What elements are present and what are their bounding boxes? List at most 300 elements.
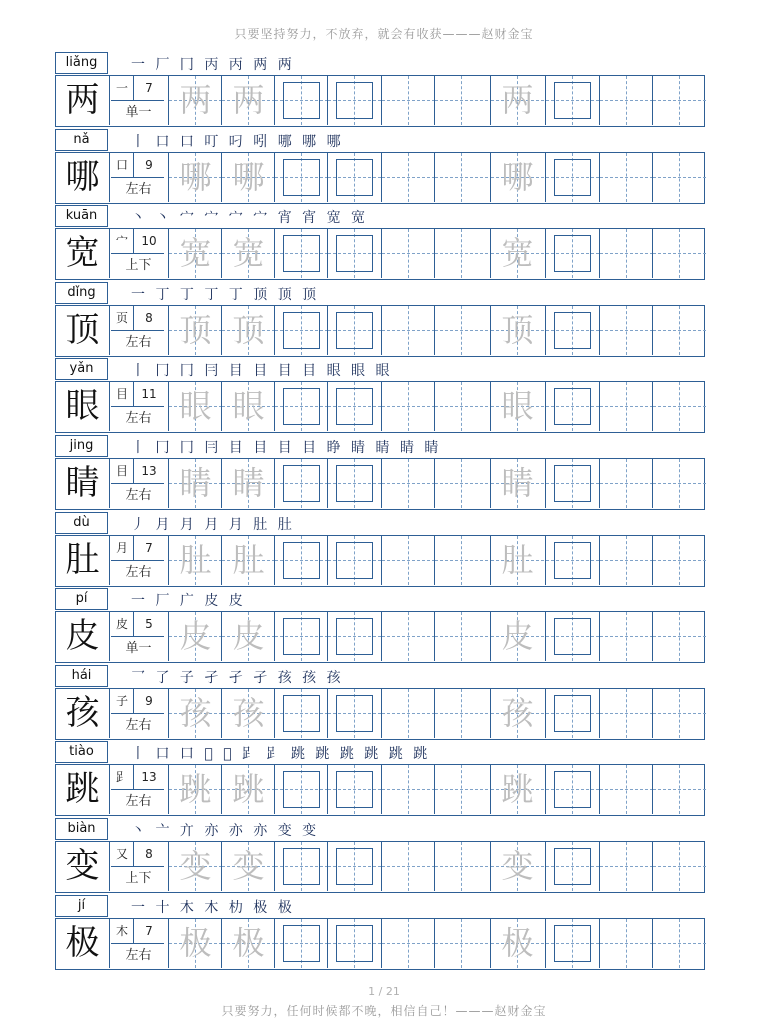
practice-cell[interactable] (274, 689, 328, 738)
practice-cell[interactable] (545, 689, 599, 738)
radical: 木 (111, 919, 134, 944)
practice-cell[interactable] (274, 153, 328, 202)
stroke-count: 9 (134, 153, 164, 178)
practice-cell[interactable] (599, 842, 653, 891)
practice-cell[interactable] (327, 842, 381, 891)
writing-box (283, 695, 320, 732)
stroke-count: 9 (134, 689, 164, 714)
pinyin-label: yǎn (55, 358, 108, 380)
practice-cell[interactable] (381, 229, 435, 278)
pinyin-label: biàn (55, 818, 108, 840)
practice-cell[interactable] (652, 536, 706, 585)
practice-cell[interactable] (434, 306, 488, 355)
practice-cell[interactable] (490, 76, 544, 125)
pinyin-label: jing (55, 435, 108, 457)
practice-cell[interactable] (545, 306, 599, 355)
stroke-order: 乛 了 子 孑 孑 孑 孩 孩 孩 (131, 669, 344, 686)
main-character: 肚 (56, 536, 110, 585)
radical: 目 (111, 459, 134, 484)
guide-line (408, 153, 409, 202)
stroke-order: 一 丁 丁 丁 丁 顶 顶 顶 (131, 286, 320, 303)
practice-cell[interactable] (490, 459, 544, 508)
practice-cell[interactable] (381, 842, 435, 891)
guide-line (408, 306, 409, 355)
practice-cell[interactable] (434, 842, 488, 891)
practice-cell[interactable] (434, 612, 488, 661)
practice-cell[interactable] (545, 919, 599, 968)
guide-line (626, 765, 627, 814)
trace-character: 眼 (179, 387, 212, 426)
practice-row (55, 588, 705, 665)
practice-cell[interactable] (652, 229, 706, 278)
stroke-order: 丿 月 月 月 月 肚 肚 (131, 516, 295, 533)
practice-cell[interactable] (652, 689, 706, 738)
practice-cell[interactable] (545, 153, 599, 202)
practice-row (55, 818, 705, 895)
practice-cell[interactable] (168, 842, 222, 891)
page-number: 1 / 21 (368, 985, 400, 998)
practice-row (55, 741, 705, 818)
practice-row (55, 895, 705, 972)
writing-box (336, 82, 373, 119)
radical: 页 (111, 306, 134, 331)
practice-cell[interactable] (327, 689, 381, 738)
practice-cell[interactable] (274, 382, 328, 431)
practice-cell[interactable] (434, 689, 488, 738)
practice-cell[interactable] (221, 536, 275, 585)
practice-cell[interactable] (274, 229, 328, 278)
guide-line (679, 229, 680, 278)
practice-cell[interactable] (652, 382, 706, 431)
guide-line (626, 919, 627, 968)
writing-box (336, 388, 373, 425)
guide-line (626, 459, 627, 508)
practice-cell[interactable] (274, 919, 328, 968)
stroke-count: 8 (134, 842, 164, 867)
trace-character: 变 (501, 846, 534, 885)
structure-label: 左右 (125, 334, 152, 350)
writing-box (283, 312, 320, 349)
practice-cell[interactable] (490, 765, 544, 814)
writing-box (336, 235, 373, 272)
guide-line (679, 919, 680, 968)
writing-box (554, 771, 591, 808)
structure-label: 左右 (125, 564, 152, 580)
practice-cell[interactable] (327, 229, 381, 278)
pinyin-label: nǎ (55, 129, 108, 151)
character-grid (55, 764, 705, 816)
practice-cell[interactable] (434, 919, 488, 968)
practice-cell[interactable] (652, 612, 706, 661)
structure-label: 左右 (125, 794, 152, 810)
practice-row (55, 665, 705, 742)
writing-box (283, 465, 320, 502)
trace-character: 极 (501, 923, 534, 962)
writing-box (336, 465, 373, 502)
practice-cell[interactable] (221, 153, 275, 202)
guide-line (626, 842, 627, 891)
radical: 口 (111, 153, 134, 178)
practice-cell[interactable] (168, 612, 222, 661)
practice-cell[interactable] (599, 689, 653, 738)
guide-line (408, 689, 409, 738)
trace-character: 跳 (232, 770, 265, 809)
practice-cell[interactable] (221, 306, 275, 355)
practice-cell[interactable] (652, 765, 706, 814)
practice-cell[interactable] (381, 689, 435, 738)
trace-character: 跳 (501, 770, 534, 809)
practice-cell[interactable] (168, 76, 222, 125)
stroke-count: 11 (134, 382, 164, 407)
structure-label: 上下 (125, 258, 152, 274)
practice-cell[interactable] (490, 689, 544, 738)
practice-row (55, 358, 705, 435)
guide-line (461, 919, 462, 968)
character-grid (55, 228, 705, 280)
character-grid (55, 918, 705, 970)
practice-cell[interactable] (652, 306, 706, 355)
writing-box (336, 159, 373, 196)
radical: 𧾷 (111, 765, 134, 790)
character-grid (55, 611, 705, 663)
pinyin-label: dù (55, 512, 108, 534)
practice-row (55, 52, 705, 129)
practice-cell[interactable] (381, 919, 435, 968)
guide-line (679, 689, 680, 738)
practice-cell[interactable] (221, 689, 275, 738)
practice-cell[interactable] (490, 536, 544, 585)
character-grid (55, 152, 705, 204)
main-character: 哪 (56, 153, 110, 202)
guide-line (461, 765, 462, 814)
writing-box (554, 388, 591, 425)
practice-cell[interactable] (490, 612, 544, 661)
practice-cell[interactable] (168, 382, 222, 431)
guide-line (408, 536, 409, 585)
guide-line (461, 689, 462, 738)
guide-line (408, 842, 409, 891)
practice-cell[interactable] (490, 382, 544, 431)
practice-cell[interactable] (381, 612, 435, 661)
guide-line (679, 76, 680, 125)
stroke-order: 一 十 木 木 朸 极 极 (131, 899, 295, 916)
practice-cell[interactable] (434, 765, 488, 814)
practice-cell[interactable] (168, 919, 222, 968)
guide-line (679, 382, 680, 431)
practice-cell[interactable] (545, 229, 599, 278)
guide-line (461, 76, 462, 125)
character-grid (55, 688, 705, 740)
practice-cell[interactable] (490, 842, 544, 891)
practice-cell[interactable] (599, 536, 653, 585)
practice-cell[interactable] (327, 919, 381, 968)
practice-cell[interactable] (327, 306, 381, 355)
trace-character: 两 (232, 81, 265, 119)
practice-cell[interactable] (434, 229, 488, 278)
guide-line (461, 153, 462, 202)
practice-cell[interactable] (168, 689, 222, 738)
practice-row (55, 282, 705, 359)
guide-line (626, 536, 627, 585)
practice-cell[interactable] (490, 306, 544, 355)
trace-character: 两 (179, 81, 212, 119)
guide-line (626, 153, 627, 202)
guide-line (626, 76, 627, 125)
stroke-count: 5 (134, 612, 164, 637)
header-motto: 只要坚持努力，不放弃，就会有收获———赵财金宝 (234, 27, 534, 41)
trace-character: 顶 (232, 310, 265, 349)
trace-character: 哪 (232, 157, 265, 196)
guide-line (408, 612, 409, 661)
practice-cell[interactable] (381, 153, 435, 202)
practice-cell[interactable] (327, 153, 381, 202)
practice-cell[interactable] (327, 382, 381, 431)
stroke-count: 8 (134, 306, 164, 331)
practice-cell[interactable] (599, 76, 653, 125)
trace-character: 跳 (179, 770, 212, 809)
trace-character: 顶 (179, 310, 212, 349)
trace-character: 宽 (232, 234, 265, 273)
radical: 宀 (111, 229, 134, 254)
guide-line (679, 612, 680, 661)
guide-line (461, 842, 462, 891)
trace-character: 哪 (501, 157, 534, 196)
pinyin-label: tiào (55, 741, 108, 763)
practice-cell[interactable] (221, 919, 275, 968)
pinyin-label: liǎng (55, 52, 108, 74)
practice-row (55, 512, 705, 589)
guide-line (679, 842, 680, 891)
practice-cell[interactable] (652, 76, 706, 125)
writing-box (554, 159, 591, 196)
structure-label: 单一 (125, 641, 152, 657)
stroke-count: 10 (134, 229, 164, 254)
practice-cell[interactable] (168, 765, 222, 814)
pinyin-label: kuān (55, 205, 108, 227)
trace-character: 极 (179, 923, 212, 962)
trace-character: 宽 (501, 234, 534, 273)
practice-cell[interactable] (327, 536, 381, 585)
main-character: 跳 (56, 765, 110, 814)
trace-character: 睛 (501, 463, 534, 502)
writing-box (336, 771, 373, 808)
character-grid (55, 841, 705, 893)
guide-line (408, 382, 409, 431)
practice-cell[interactable] (599, 306, 653, 355)
trace-character: 宽 (179, 234, 212, 273)
character-grid (55, 305, 705, 357)
guide-line (679, 153, 680, 202)
practice-cell[interactable] (599, 612, 653, 661)
stroke-order: 丨 口 口 叮 叼 吲 哪 哪 哪 (131, 133, 344, 150)
guide-line (679, 459, 680, 508)
main-character: 变 (56, 842, 110, 891)
main-character: 宽 (56, 229, 110, 278)
practice-cell[interactable] (221, 612, 275, 661)
guide-line (408, 919, 409, 968)
practice-cell[interactable] (221, 765, 275, 814)
practice-cell[interactable] (434, 382, 488, 431)
footer-motto: 只要努力，任何时候都不晚，相信自己！———赵财金宝 (221, 1004, 547, 1018)
practice-cell[interactable] (327, 459, 381, 508)
trace-character: 皮 (501, 617, 534, 656)
practice-cell[interactable] (652, 459, 706, 508)
practice-cell[interactable] (599, 459, 653, 508)
stroke-count: 7 (134, 536, 164, 561)
practice-cell[interactable] (381, 536, 435, 585)
main-character: 睛 (56, 459, 110, 508)
practice-cell[interactable] (221, 76, 275, 125)
structure-label: 左右 (125, 487, 152, 503)
trace-character: 眼 (232, 387, 265, 426)
trace-character: 两 (501, 81, 534, 119)
practice-cell[interactable] (652, 919, 706, 968)
practice-cell[interactable] (274, 536, 328, 585)
practice-cell[interactable] (168, 229, 222, 278)
writing-box (554, 542, 591, 579)
writing-box (554, 465, 591, 502)
writing-box (336, 618, 373, 655)
practice-cell[interactable] (545, 382, 599, 431)
guide-line (408, 459, 409, 508)
practice-cell[interactable] (168, 306, 222, 355)
practice-cell[interactable] (274, 842, 328, 891)
pinyin-label: pí (55, 588, 108, 610)
practice-cell[interactable] (381, 306, 435, 355)
practice-cell[interactable] (545, 765, 599, 814)
practice-cell[interactable] (381, 382, 435, 431)
trace-character: 孩 (179, 693, 212, 732)
practice-cell[interactable] (434, 76, 488, 125)
practice-cell[interactable] (434, 536, 488, 585)
trace-character: 肚 (501, 540, 534, 579)
writing-box (554, 82, 591, 119)
trace-character: 变 (232, 846, 265, 885)
practice-cell[interactable] (545, 612, 599, 661)
pinyin-label: dǐng (55, 282, 108, 304)
guide-line (679, 536, 680, 585)
trace-character: 睛 (179, 463, 212, 502)
writing-box (554, 695, 591, 732)
guide-line (408, 76, 409, 125)
practice-cell[interactable] (168, 153, 222, 202)
guide-line (626, 689, 627, 738)
guide-line (626, 229, 627, 278)
radical: 又 (111, 842, 134, 867)
practice-row (55, 435, 705, 512)
radical: 皮 (111, 612, 134, 637)
practice-cell[interactable] (490, 229, 544, 278)
practice-cell[interactable] (381, 76, 435, 125)
practice-cell[interactable] (274, 76, 328, 125)
writing-box (283, 925, 320, 962)
practice-cell[interactable] (545, 842, 599, 891)
guide-line (626, 306, 627, 355)
practice-cell[interactable] (434, 153, 488, 202)
practice-cell[interactable] (221, 229, 275, 278)
guide-line (461, 382, 462, 431)
stroke-count: 13 (134, 459, 164, 484)
practice-cell[interactable] (274, 612, 328, 661)
character-grid (55, 535, 705, 587)
guide-line (626, 612, 627, 661)
trace-character: 肚 (179, 540, 212, 579)
practice-cell[interactable] (381, 459, 435, 508)
practice-cell[interactable] (168, 459, 222, 508)
practice-cell[interactable] (221, 842, 275, 891)
trace-character: 皮 (179, 617, 212, 656)
practice-cell[interactable] (599, 765, 653, 814)
trace-character: 孩 (501, 693, 534, 732)
main-character: 顶 (56, 306, 110, 355)
guide-line (408, 765, 409, 814)
writing-box (283, 771, 320, 808)
practice-cell[interactable] (434, 459, 488, 508)
main-character: 孩 (56, 689, 110, 738)
practice-cell[interactable] (490, 919, 544, 968)
stroke-order: 一 厂 冂 丙 丙 两 两 (131, 57, 295, 73)
practice-cell[interactable] (327, 612, 381, 661)
writing-box (283, 159, 320, 196)
stroke-order: 一 厂 广 皮 皮 (131, 593, 246, 610)
radical: 一 (111, 76, 134, 101)
writing-box (336, 312, 373, 349)
practice-cell[interactable] (327, 765, 381, 814)
practice-cell[interactable] (221, 459, 275, 508)
practice-cell[interactable] (599, 919, 653, 968)
practice-cell[interactable] (545, 459, 599, 508)
writing-box (283, 848, 320, 885)
practice-cell[interactable] (381, 765, 435, 814)
writing-box (283, 388, 320, 425)
radical: 子 (111, 689, 134, 714)
practice-cell[interactable] (545, 536, 599, 585)
guide-line (679, 306, 680, 355)
writing-box (554, 925, 591, 962)
structure-label: 左右 (125, 947, 152, 963)
practice-cell[interactable] (599, 153, 653, 202)
trace-character: 皮 (232, 617, 265, 656)
practice-cell[interactable] (490, 153, 544, 202)
character-grid (55, 381, 705, 433)
writing-box (336, 925, 373, 962)
practice-cell[interactable] (599, 229, 653, 278)
practice-cell[interactable] (652, 153, 706, 202)
writing-box (336, 848, 373, 885)
structure-label: 左右 (125, 411, 152, 427)
practice-cell[interactable] (274, 459, 328, 508)
structure-label: 单一 (125, 105, 152, 120)
trace-character: 顶 (501, 310, 534, 349)
structure-label: 左右 (125, 717, 152, 733)
practice-cell[interactable] (168, 536, 222, 585)
radical: 月 (111, 536, 134, 561)
practice-cell[interactable] (274, 306, 328, 355)
trace-character: 哪 (179, 157, 212, 196)
stroke-order: 丨 冂 冂 冃 目 目 目 目 睁 睛 睛 睛 睛 (131, 439, 442, 456)
practice-cell[interactable] (221, 382, 275, 431)
practice-cell[interactable] (545, 76, 599, 125)
practice-cell[interactable] (327, 76, 381, 125)
practice-cell[interactable] (599, 382, 653, 431)
stroke-order: 丶 亠 亣 亦 亦 亦 变 变 (131, 822, 320, 839)
writing-box (283, 82, 320, 119)
writing-box (554, 312, 591, 349)
practice-cell[interactable] (274, 765, 328, 814)
practice-cell[interactable] (652, 842, 706, 891)
practice-row (55, 205, 705, 282)
trace-character: 孩 (232, 693, 265, 732)
